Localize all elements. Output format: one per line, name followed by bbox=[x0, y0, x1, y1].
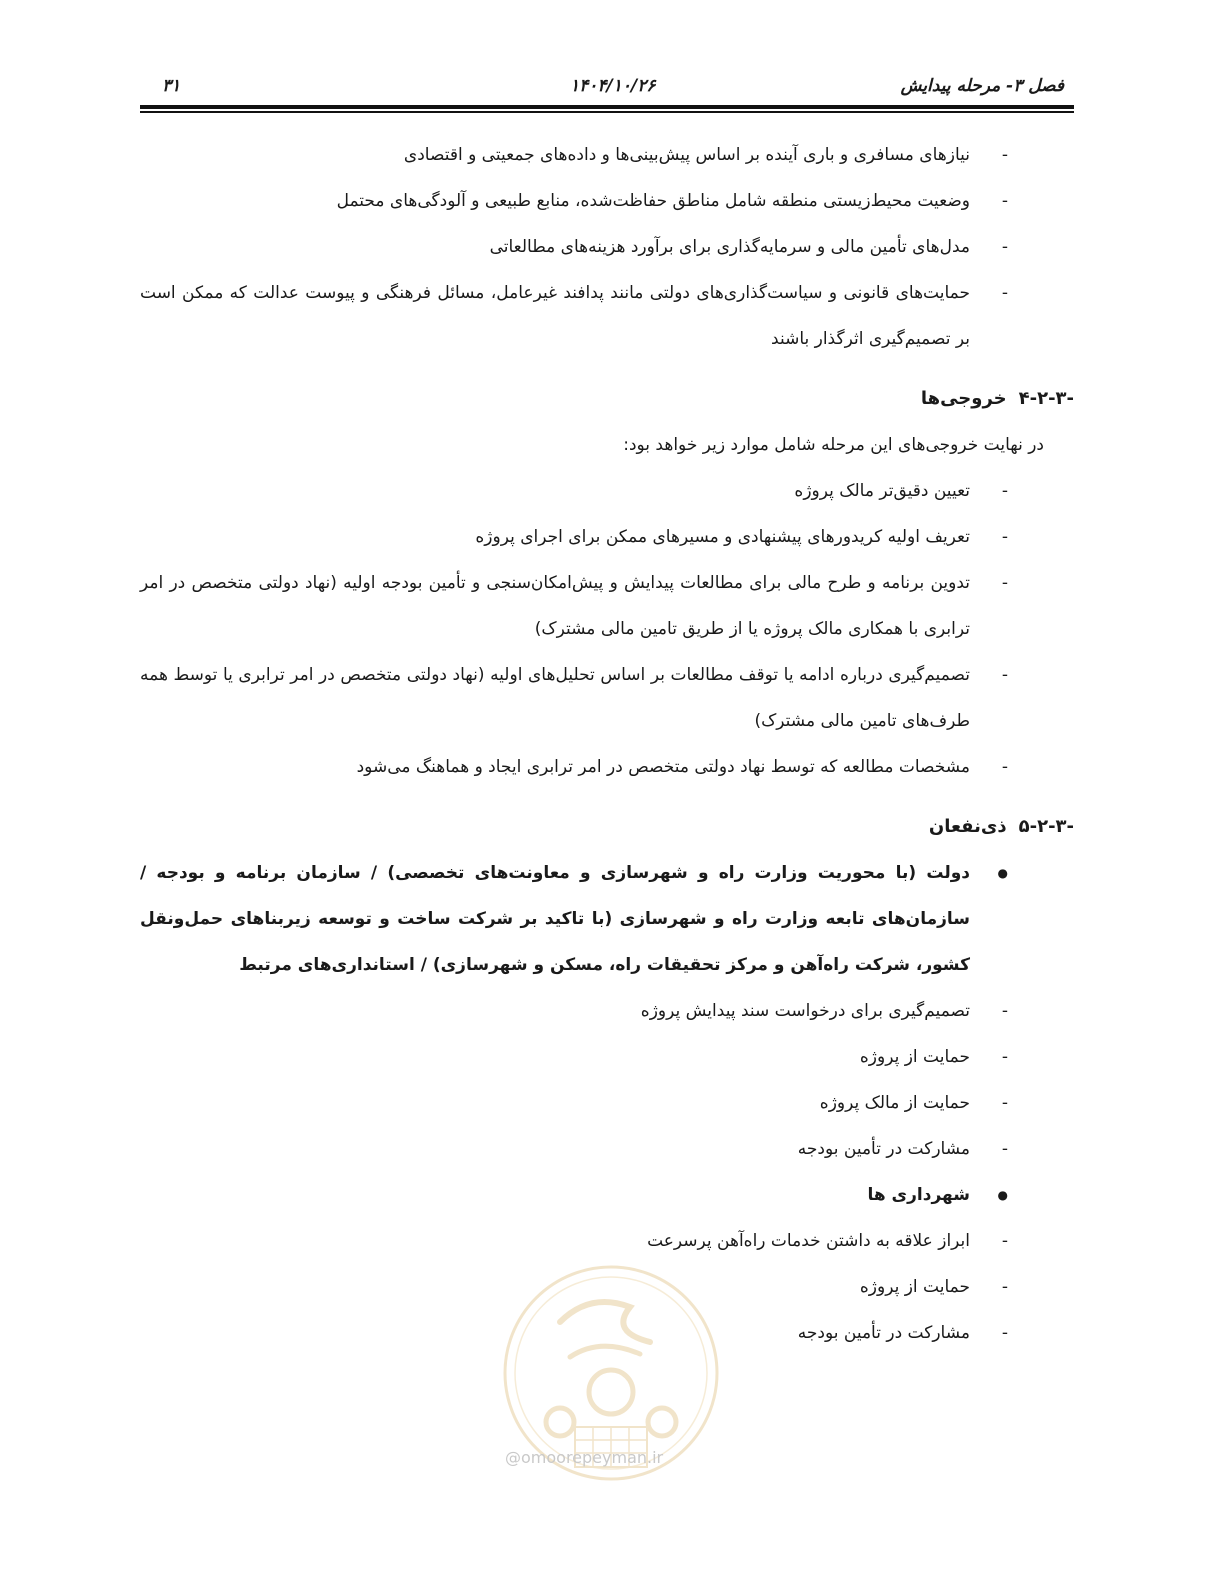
dash-marker: - bbox=[1001, 1093, 1008, 1113]
list-item bbox=[140, 132, 1074, 178]
list-item-text: نیازهای مسافری و باری آینده بر اساس پیش‌بینی‌ها و داده‌های جمعیتی و اقتصادی bbox=[403, 145, 970, 165]
list-item bbox=[140, 744, 1074, 790]
dash-marker: - bbox=[1001, 1001, 1008, 1021]
list-item bbox=[140, 988, 1074, 1034]
dash-marker: - bbox=[1001, 481, 1008, 501]
stakeholder-group-name: شهرداری ها bbox=[867, 1185, 970, 1205]
list-item bbox=[140, 560, 1074, 652]
page-number: ۳۱ bbox=[162, 76, 181, 96]
dash-marker: - bbox=[1001, 527, 1008, 547]
section-heading-outputs bbox=[140, 376, 1074, 422]
watermark-site: @omoorepeyman.ir bbox=[505, 1448, 664, 1467]
list-item bbox=[140, 224, 1074, 270]
list-item-text: تصمیم‌گیری برای درخواست سند پیدایش پروژه bbox=[640, 1001, 970, 1021]
list-item bbox=[140, 178, 1074, 224]
list-item-text: مشارکت در تأمین بودجه bbox=[797, 1139, 970, 1159]
list-item-text: تصمیم‌گیری درباره ادامه یا توقف مطالعات بر اساس تحلیل‌های اولیه (نهاد دولتی متخصص در امر ترابری یا توسط همه طرف‌های تامین مالی مشترک) bbox=[140, 665, 970, 731]
list-item-text: مشارکت در تأمین بودجه bbox=[797, 1323, 970, 1343]
header-rule-thick bbox=[140, 105, 1074, 109]
list-item-text: ابراز علاقه به داشتن خدمات راه‌آهن پرسرعت bbox=[647, 1231, 970, 1251]
dash-marker: - bbox=[1001, 145, 1008, 165]
list-item-text: مدل‌های تأمین مالی و سرمایه‌گذاری برای برآورد هزینه‌های مطالعاتی bbox=[489, 237, 970, 257]
dash-marker: - bbox=[1001, 1323, 1008, 1343]
section-title: ذی‌نفعان bbox=[928, 816, 1007, 837]
dash-marker: - bbox=[1001, 665, 1008, 685]
list-item-text: حمایت از مالک پروژه bbox=[819, 1093, 970, 1113]
section-number: ۵-۲-۳- bbox=[1018, 816, 1074, 837]
list-item bbox=[140, 514, 1074, 560]
list-item-text: حمایت از پروژه bbox=[859, 1047, 970, 1067]
list-item bbox=[140, 1080, 1074, 1126]
header-rule-thin bbox=[140, 111, 1074, 113]
stakeholder-group bbox=[140, 1172, 1074, 1218]
section-number: ۴-۲-۳- bbox=[1018, 388, 1074, 409]
list-item bbox=[140, 270, 1074, 362]
dash-marker: - bbox=[1001, 1047, 1008, 1067]
list-item bbox=[140, 1218, 1074, 1264]
dash-marker: - bbox=[1001, 237, 1008, 257]
dash-marker: - bbox=[1001, 1139, 1008, 1159]
list-item bbox=[140, 468, 1074, 514]
dash-marker: - bbox=[1001, 283, 1008, 303]
section-heading-stakeholders bbox=[140, 804, 1074, 850]
dash-marker: - bbox=[1001, 1231, 1008, 1251]
list-item-text: وضعیت محیط‌زیستی منطقه شامل مناطق حفاظت‌شده، منابع طبیعی و آلودگی‌های محتمل bbox=[336, 191, 970, 211]
section-title: خروجی‌ها bbox=[920, 388, 1007, 409]
header-date: ۱۴۰۴/۱۰/۲۶ bbox=[570, 76, 656, 96]
dash-marker: - bbox=[1001, 191, 1008, 211]
list-item bbox=[140, 1126, 1074, 1172]
list-item bbox=[140, 1034, 1074, 1080]
list-item-text: تعریف اولیه کریدورهای پیشنهادی و مسیرهای ممکن برای اجرای پروژه bbox=[475, 527, 970, 547]
dash-marker: - bbox=[1001, 757, 1008, 777]
list-item-text: تدوین برنامه و طرح مالی برای مطالعات پیدایش و پیش‌امکان‌سنجی و تأمین بودجه اولیه (نهاد دولتی متخصص در امر ترابری با همکاری مالک پروژه یا از طریق تامین مالی مشترک) bbox=[140, 573, 970, 639]
page-body bbox=[140, 132, 1074, 1356]
list-item-text: حمایت‌های قانونی و سیاست‌گذاری‌های دولتی مانند پدافند غیرعامل، مسائل فرهنگی و پیوست عدالت که ممکن است بر تصمیم‌گیری اثرگذار باشند bbox=[140, 283, 970, 349]
chapter-title: فصل ۳- مرحله پیدایش bbox=[900, 76, 1064, 96]
list-item-text: مشخصات مطالعه که توسط نهاد دولتی متخصص در امر ترابری ایجاد و هماهنگ می‌شود bbox=[356, 757, 970, 777]
list-item bbox=[140, 652, 1074, 744]
list-item-text: تعیین دقیق‌تر مالک پروژه bbox=[794, 481, 970, 501]
stakeholder-group bbox=[140, 850, 1074, 988]
bullet-marker: ● bbox=[997, 866, 1008, 880]
page-header bbox=[140, 72, 1074, 102]
dash-marker: - bbox=[1001, 1277, 1008, 1297]
bullet-marker: ● bbox=[997, 1188, 1008, 1202]
dash-marker: - bbox=[1001, 573, 1008, 593]
list-item-text: حمایت از پروژه bbox=[859, 1277, 970, 1297]
section-intro: در نهایت خروجی‌های این مرحله شامل موارد زیر خواهد بود: bbox=[623, 435, 1044, 455]
stakeholder-group-name: دولت (با محوریت وزارت راه و شهرسازی و معاونت‌های تخصصی) / سازمان برنامه و بودجه / سازمان‌های تابعه وزارت راه و شهرسازی (با تاکید بر شرکت ساخت و توسعه زیربناهای حمل‌ونقل کشور، شرکت راه‌آهن و مرکز تحقیقات راه، مسکن و شهرسازی) / استانداری‌های مرتبط bbox=[140, 863, 970, 975]
